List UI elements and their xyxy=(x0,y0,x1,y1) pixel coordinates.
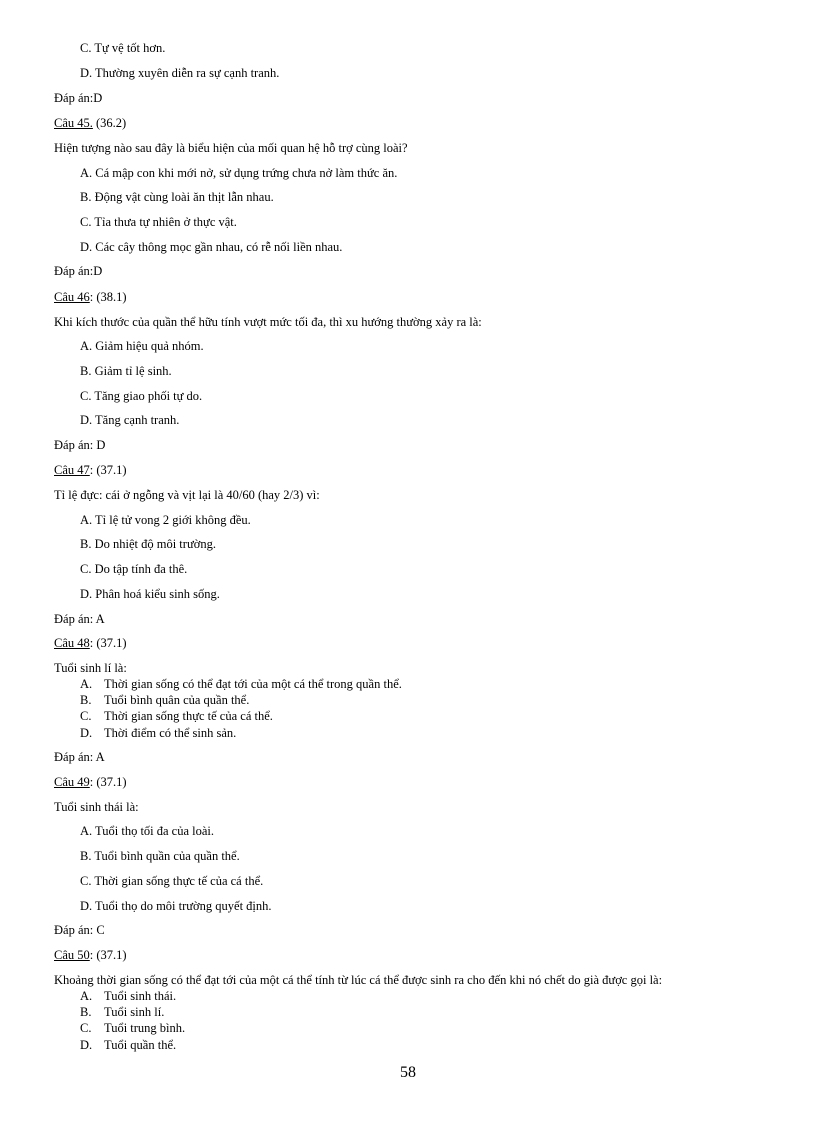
option-letter: D. xyxy=(80,1038,93,1052)
question-header xyxy=(54,290,127,305)
option-letter: D. xyxy=(80,726,93,740)
option-text: Thời gian sống thực tế của cá thể. xyxy=(104,709,273,723)
option-b xyxy=(80,693,249,708)
option-a: A. Tuổi thọ tối đa của loài. xyxy=(80,824,215,838)
option-a: A. Giảm hiệu quả nhóm. xyxy=(80,339,204,353)
question-label: Câu 50 xyxy=(54,948,90,962)
question-text: Khi kích thước của quần thể hữu tính vượt mức tối đa, thì xu hướng thường xảy ra là: xyxy=(54,315,482,329)
option-text: Tuổi quần thể. xyxy=(104,1038,177,1052)
option-a: A. Cá mập con khi mới nở, sử dụng trứng chưa nở làm thức ăn. xyxy=(80,166,398,180)
answer: Đáp án: C xyxy=(54,923,105,937)
question-header xyxy=(54,775,127,790)
option-d xyxy=(80,1038,176,1053)
option-b: B. Tuổi bình quần của quần thể. xyxy=(80,849,240,863)
option-d: D. Phân hoá kiểu sinh sống. xyxy=(80,587,220,601)
option-b: B. Do nhiệt độ môi trường. xyxy=(80,537,216,551)
option-text: Thời điểm có thể sinh sản. xyxy=(104,726,237,740)
question-header xyxy=(54,116,126,131)
option-a: A. Tỉ lệ tử vong 2 giới không đều. xyxy=(80,513,251,527)
option-d: D. Các cây thông mọc gần nhau, có rễ nối liền nhau. xyxy=(80,240,343,254)
option-a xyxy=(80,677,402,692)
question-header xyxy=(54,636,127,651)
option-c xyxy=(80,1021,185,1036)
option-d: D. Tuổi thọ do môi trường quyết định. xyxy=(80,899,272,913)
page-number: 58 xyxy=(400,1064,416,1081)
option-c: C. Do tập tính đa thê. xyxy=(80,562,188,576)
option-text: Tuổi sinh lí. xyxy=(104,1005,165,1019)
question-text: Tuổi sinh thái là: xyxy=(54,800,139,814)
option-text: Tuổi bình quân của quần thể. xyxy=(104,693,250,707)
question-text: Tỉ lệ đực: cái ở ngỗng và vịt lại là 40/60 (hay 2/3) vì: xyxy=(54,488,320,502)
question-label: Câu 49 xyxy=(54,775,90,789)
option-b: B. Giảm tỉ lệ sinh. xyxy=(80,364,172,378)
option-d: D. Thường xuyên diễn ra sự cạnh tranh. xyxy=(80,66,280,80)
question-ref: : (37.1) xyxy=(89,636,127,650)
question-label: Câu 45. xyxy=(54,116,93,130)
question-label: Câu 46 xyxy=(54,290,90,304)
option-letter: B. xyxy=(80,1005,92,1019)
option-c: C. Thời gian sống thực tế của cá thể. xyxy=(80,874,264,888)
question-ref: : (37.1) xyxy=(89,775,127,789)
question-text: Tuổi sinh lí là: xyxy=(54,661,127,675)
option-text: Thời gian sống có thể đạt tới của một cá thể trong quần thể. xyxy=(104,677,402,691)
option-c: C. Tự vệ tốt hơn. xyxy=(80,41,166,55)
question-ref: (36.2) xyxy=(92,116,127,130)
option-text: Tuổi trung bình. xyxy=(104,1021,186,1035)
option-c: C. Tỉa thưa tự nhiên ở thực vật. xyxy=(80,215,237,229)
question-ref: : (38.1) xyxy=(89,290,127,304)
option-c: C. Tăng giao phối tự do. xyxy=(80,389,203,403)
question-text: Khoảng thời gian sống có thể đạt tới của một cá thể tính từ lúc cá thể được sinh ra cho đến khi nó chết do già được gọi là: xyxy=(54,973,663,987)
answer: Đáp án:D xyxy=(54,91,103,105)
option-a xyxy=(80,989,176,1004)
question-text: Hiện tượng nào sau đây là biểu hiện của mối quan hệ hỗ trợ cùng loài? xyxy=(54,141,408,155)
option-letter: C. xyxy=(80,709,92,723)
option-d: D. Tăng cạnh tranh. xyxy=(80,413,180,427)
option-letter: A. xyxy=(80,989,93,1003)
option-c xyxy=(80,709,273,724)
question-ref: : (37.1) xyxy=(89,463,127,477)
option-text: Tuổi sinh thái. xyxy=(104,989,177,1003)
question-label: Câu 48 xyxy=(54,636,90,650)
option-d xyxy=(80,726,236,741)
question-header xyxy=(54,463,127,478)
question-ref: : (37.1) xyxy=(89,948,127,962)
option-b xyxy=(80,1005,164,1020)
option-letter: C. xyxy=(80,1021,92,1035)
answer: Đáp án: D xyxy=(54,438,106,452)
answer: Đáp án: A xyxy=(54,612,105,626)
question-label: Câu 47 xyxy=(54,463,90,477)
answer: Đáp án: A xyxy=(54,750,105,764)
question-header xyxy=(54,948,127,963)
option-letter: A. xyxy=(80,677,93,691)
option-letter: B. xyxy=(80,693,92,707)
option-b: B. Động vật cùng loài ăn thịt lẫn nhau. xyxy=(80,190,274,204)
answer: Đáp án:D xyxy=(54,264,103,278)
